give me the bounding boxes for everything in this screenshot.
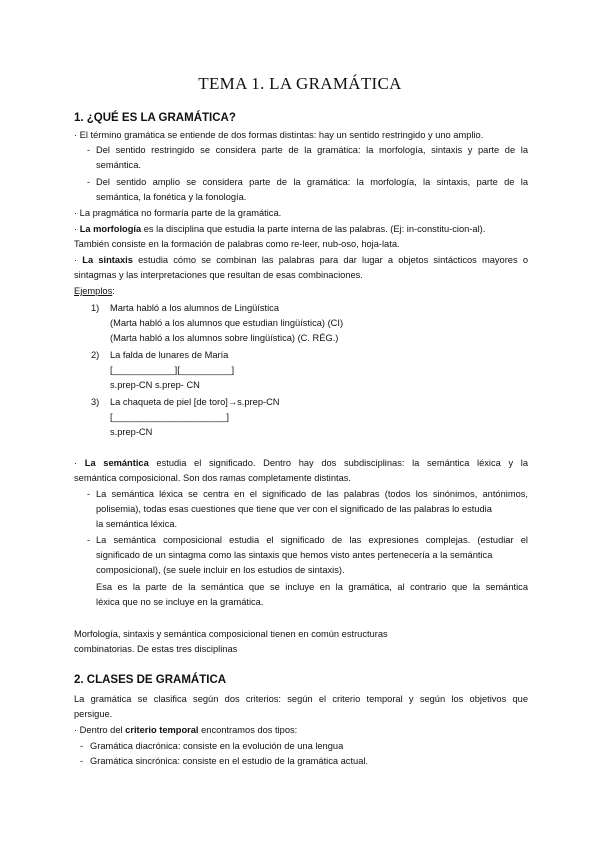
semantica-lexica-line-1: La semántica léxica se centra en el significado de las palabras (todos los sinónimos, antónimos, — [96, 489, 528, 499]
example-2-number: 2) — [91, 350, 100, 360]
example-3-brackets: [______________________] — [110, 412, 229, 422]
semantica-line-1: · La semántica estudia el significado. Dentro hay dos subdisciplinas: la semántica léxica y la — [74, 458, 529, 468]
bullet-restricted-line-1: Del sentido restringido se considera parte de la gramática: la morfología, sintaxis y parte de la — [96, 145, 528, 155]
section-1-heading: 1. ¿QUÉ ES LA GRAMÁTICA? — [74, 112, 236, 124]
morfologia-line-2: También consiste en la formación de palabras como re-leer, nub-oso, hoja-lata. — [74, 239, 400, 249]
semantica-composicional-line-5: léxica que no se incluye en la gramática. — [96, 597, 264, 607]
bullet-dash: - — [80, 741, 84, 751]
example-3-number: 3) — [91, 397, 100, 407]
bullet-dash: - — [80, 756, 84, 766]
example-2-brackets: [____________][__________] — [110, 365, 235, 375]
example-3-labels: s.prep-CN — [110, 427, 153, 437]
example-2-labels: s.prep-CN s.prep- CN — [110, 380, 200, 390]
combinatorias-line-2: combinatorias. De estas tres disciplinas — [74, 644, 238, 654]
semantica-composicional-line-4: Esa es la parte de la semántica que se incluye en la gramática, al contrario que la semántica — [96, 582, 528, 592]
intro-line: · El término gramática se entiende de dos formas distintas: hay un sentido restringido y uno amplio. — [74, 130, 484, 140]
criterio-temporal-term: criterio temporal — [125, 725, 199, 735]
combinatorias-line-1: Morfología, sintaxis y semántica composicional tienen en común estructuras — [74, 629, 388, 639]
example-3-sentence: La chaqueta de piel [de toro]→s.prep-CN — [110, 397, 280, 407]
semantica-term: La semántica — [84, 458, 149, 468]
semantica-lexica-line-3: la semántica léxica. — [96, 519, 178, 529]
clasificacion-line-1: La gramática se clasifica según dos criterios: según el criterio temporal y según los objetivos que — [74, 694, 528, 704]
gramatica-sincronica: Gramática sincrónica: consiste en el estudio de la gramática actual. — [90, 756, 369, 766]
sintaxis-term: La sintaxis — [82, 255, 133, 265]
clasificacion-line-2: persigue. — [74, 709, 113, 719]
semantica-composicional-line-3: composicional), (se suele incluir en los estudios de sintaxis). — [96, 565, 345, 575]
bullet-broad-line-2: semántica, la fonética y la fonología. — [96, 192, 247, 202]
semantica-lexica-line-2: polisemia), todas esas cuestiones que tiene que ver con el significado de las palabras lo estudia — [96, 504, 492, 514]
semantica-line-2: semántica composicional. Son dos ramas completamente distintas. — [74, 473, 351, 483]
example-1-gloss-ci: (Marta habló a los alumnos que estudian lingüística) (CI) — [110, 318, 344, 328]
semantica-composicional-line-1: La semántica composicional estudia el significado de las expresiones complejas. (estudiar el — [96, 535, 528, 545]
pragmatica-line: · La pragmática no formaría parte de la gramática. — [74, 208, 282, 218]
bullet-dash: - — [87, 535, 91, 545]
page-title: TEMA 1. LA GRAMÁTICA — [198, 74, 402, 93]
bullet-restricted-line-2: semántica. — [96, 160, 141, 170]
criterio-temporal-line: · Dentro del criterio temporal encontramos dos tipos: — [74, 725, 298, 735]
bullet-dash: - — [87, 177, 91, 187]
bullet-dash: - — [87, 489, 91, 499]
semantica-composicional-line-2: significado de un sintagma como las sintaxis que hemos visto antes pertenecería a la semántica — [96, 550, 493, 560]
bullet-broad-line-1: Del sentido amplio se considera parte de la gramática: la morfología, la sintaxis, parte de la — [96, 177, 528, 187]
morfologia-term: La morfología — [79, 224, 142, 234]
example-2-sentence: La falda de lunares de María — [110, 350, 229, 360]
morfologia-line-1: · La morfología es la disciplina que estudia la parte interna de las palabras. (Ej: in-constitu-cion-al). — [74, 224, 486, 234]
ejemplos-label: Ejemplos: — [74, 286, 115, 296]
example-1-gloss-creg: (Marta habló a los alumnos sobre lingüística) (C. RÉG.) — [110, 333, 339, 343]
sintaxis-line-1: · La sintaxis estudia cómo se combinan las palabras para dar lugar a objetos sintácticos mayores o — [74, 255, 528, 265]
example-1-sentence: Marta habló a los alumnos de Lingüística — [110, 303, 279, 313]
example-1-number: 1) — [91, 303, 100, 313]
bullet-dash: - — [87, 145, 91, 155]
gramatica-diacronica: Gramática diacrónica: consiste en la evolución de una lengua — [90, 741, 344, 751]
sintaxis-line-2: sintagmas y las interpretaciones que resultan de esas combinaciones. — [74, 270, 363, 280]
section-2-heading: 2. CLASES DE GRAMÁTICA — [74, 674, 227, 686]
